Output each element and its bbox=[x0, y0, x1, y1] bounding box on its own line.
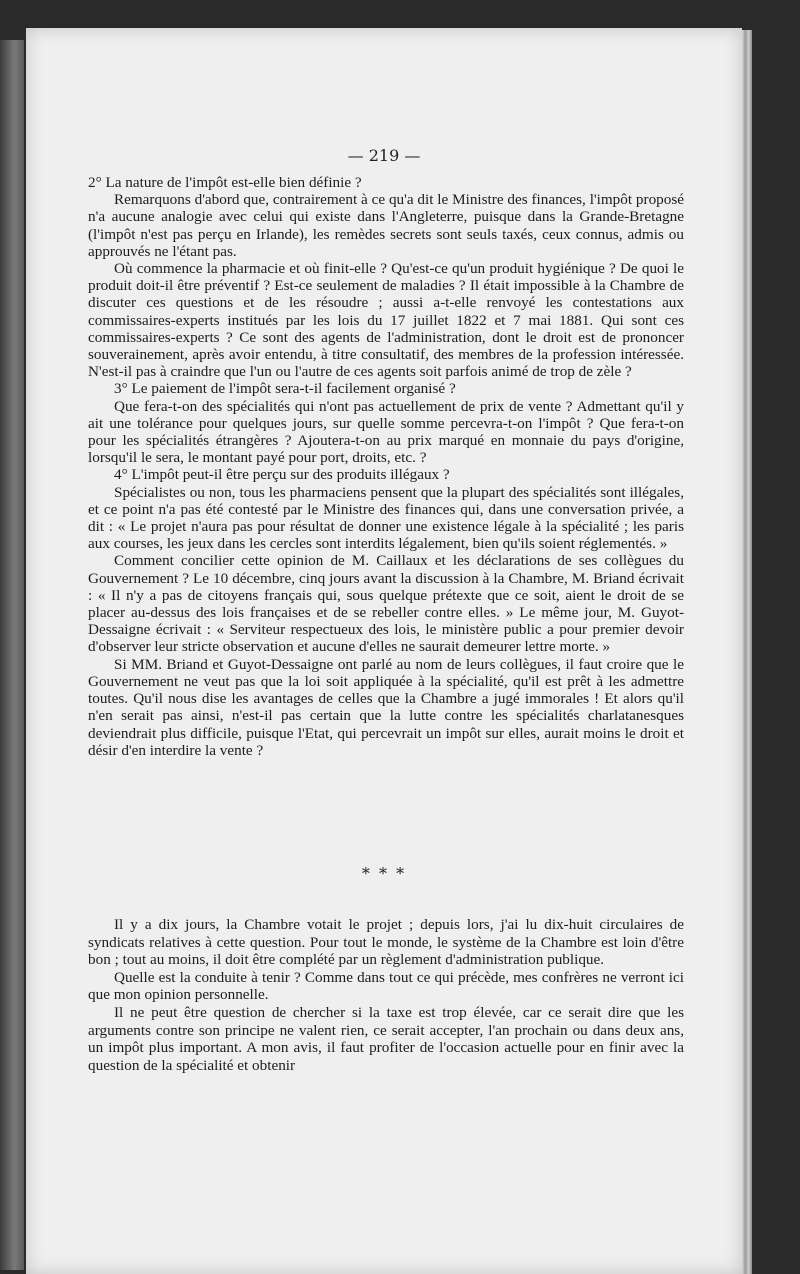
body-text-section-1 bbox=[88, 174, 684, 759]
page-stack-edge bbox=[742, 30, 752, 1274]
paragraph: Spécialistes ou non, tous les pharmaciens pensent que la plupart des spécialités sont illégales, et ce point n'a pas été contesté par le Ministre des finances qui, dans une conversation privée, a dit : « Le projet n'aura pas pour résultat de donner une existence légale à la spécialité ; les paris aux courses, les jeux dans les cercles sont interdits légalement, bien qu'ils soient réglementés. » bbox=[88, 483, 684, 553]
paragraph: Comment concilier cette opinion de M. Caillaux et les déclarations de ses collègues du Gouvernement ? Le 10 décembre, cinq jours avant la discussion à la Chambre, M. Briand écrivait : « Il n'y a pas de citoyens français qui, sous quelque prétexte que ce soit, aient le droit de se placer au-dessus des lois françaises et de se rebeller contre elles. » Le même jour, M. Guyot-Dessaigne écrivait : « Serviteur respectueux des lois, le ministère public a pour premier devoir d'observer leur stricte observation et aucune d'elles ne saurait demeurer lettre morte. » bbox=[88, 552, 684, 656]
paragraph: 4° L'impôt peut-il être perçu sur des produits illégaux ? bbox=[114, 466, 450, 484]
paragraph: Remarquons d'abord que, contrairement à ce qu'a dit le Ministre des finances, l'impôt proposé n'a aucune analogie avec celui qui existe dans l'Angleterre, puisque dans la Grande-Bretagne (l'impôt n'est pas perçu en Irlande), les remèdes secrets sont seuls taxés, ceux connus, admis ou approuvés ne l'étant pas. bbox=[88, 191, 684, 260]
paragraph: Il y a dix jours, la Chambre votait le projet ; depuis lors, j'ai lu dix-huit circulaires de syndicats relatives à cette question. Pour tout le monde, le système de la Chambre est loin d'être bon ; tout au moins, il doit être complété par un règlement d'administration publique. bbox=[88, 916, 684, 969]
paragraph: 3° Le paiement de l'impôt sera-t-il facilement organisé ? bbox=[114, 380, 456, 398]
paragraph: Où commence la pharmacie et où finit-elle ? Qu'est-ce qu'un produit hygiénique ? De quoi le produit doit-il être préventif ? Est-ce seulement de maladies ? Il était impossible à la Chambre de discuter ces questions et de les résoudre ; aussi a-t-elle renvoyé les contestations aux commissaires-experts institués par les lois du 17 juillet 1822 et 7 mai 1881. Qui sont ces commissaires-experts ? Ce sont des agents de l'administration, dont le droit est de prononcer souverainement, après avoir entendu, à titre consultatif, des membres de la profession intéressée. N'est-il pas à craindre que l'un ou l'autre de ces agents soit parfois animé de trop de zèle ? bbox=[88, 260, 684, 381]
section-separator: * * * bbox=[361, 864, 407, 883]
paragraph: Quelle est la conduite à tenir ? Comme dans tout ce qui précède, mes confrères ne verront ici que mon opinion personnelle. bbox=[88, 968, 684, 1004]
page-number: — 219 — bbox=[347, 146, 421, 165]
book-page bbox=[26, 28, 742, 1274]
paragraph: Que fera-t-on des spécialités qui n'ont pas actuellement de prix de vente ? Admettant qu'il y ait une tolérance pour quelques jours, sur quelle somme percevra-t-on l'impôt ? Que fera-t-on pour les spécialités étrangères ? Ajoutera-t-on au prix marqué en monnaie du pays d'origine, lorsqu'il le sera, le montant payé pour port, droits, etc. ? bbox=[88, 397, 684, 467]
body-text-section-2 bbox=[88, 916, 684, 1074]
paragraph: Si MM. Briand et Guyot-Dessaigne ont parlé au nom de leurs collègues, il faut croire que le Gouvernement ne veut pas que la loi soit appliquée à la spécialité, qu'il est prêt à les admettre toutes. Qu'il nous dise les avantages de celles que la Chambre a jugé immorales ! Et alors qu'il n'en serait pas ainsi, n'est-il pas certain que la lutte contre les spécialités charlatanesques deviendrait plus difficile, puisque l'Etat, qui percevrait un impôt sur elles, aurait moins le droit et désir d'en interdire la vente ? bbox=[88, 655, 684, 759]
paragraph: 2° La nature de l'impôt est-elle bien définie ? bbox=[88, 174, 362, 191]
facing-page-edge bbox=[0, 40, 24, 1270]
paragraph: Il ne peut être question de chercher si la taxe est trop élevée, car ce serait dire que les arguments contre son principe ne valent rien, ce serait accepter, l'an prochain ou dans deux ans, un impôt plus important. A mon avis, il faut profiter de l'occasion actuelle pour en finir avec la question de la spécialité et obtenir bbox=[88, 1003, 684, 1074]
